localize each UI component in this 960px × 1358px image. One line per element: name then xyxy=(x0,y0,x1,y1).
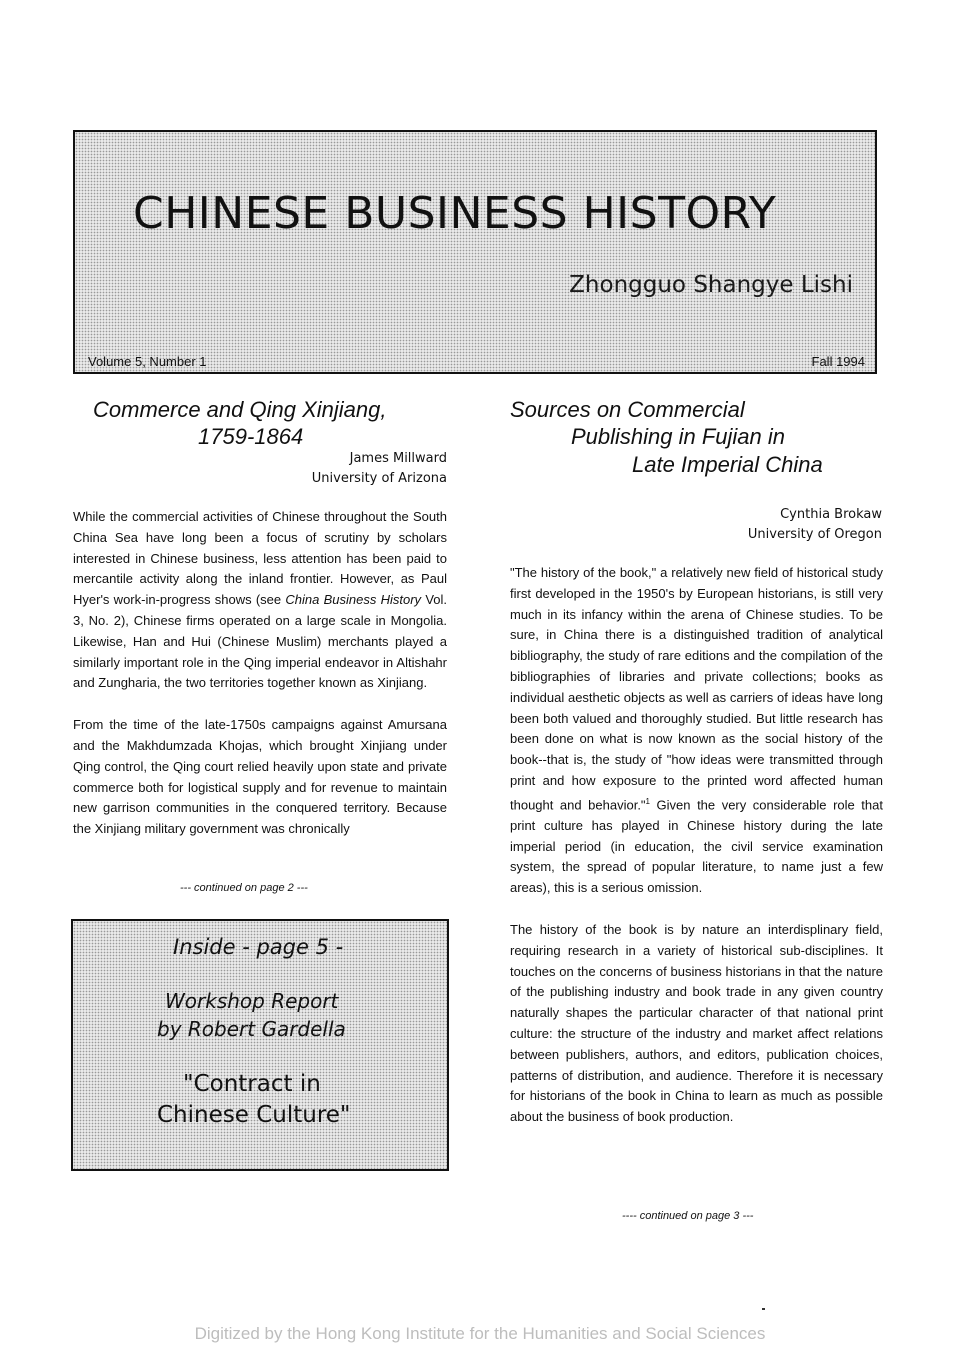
inside-box xyxy=(71,919,449,1171)
right-article-paragraph: The history of the book is by nature an interdisplinary field, requiring research in a variety of historical sub-disciplines. It touches on the concerns of business historians in that the nature of the publishing industry and book trade in any given country naturally shapes the particular character of that national print culture: the structure of the industry and market affect relations between publishers, authors, and editors, publication choices, patterns of distribution, and audience. Therefore it is necessary for historians of the book in China to learn as much as possible about the business of book production. xyxy=(510,922,883,1125)
right-article-byline xyxy=(748,505,882,545)
left-article-affiliation: University of Arizona xyxy=(311,471,447,486)
text-run: Vol. 3, No. 2), Chinese firms operated on a large scale in Mongolia. Likewise, Han and Hui (Chinese Muslim) merchants played a similarly important role in the Qing imperial endeavor in Altishahr and Zungharia, the two territories together known as Xinjiang. xyxy=(73,592,447,691)
left-article-byline xyxy=(312,449,447,489)
volume-number: Volume 5, Number 1 xyxy=(88,354,207,369)
inside-heading: Inside - page 5 - xyxy=(173,935,344,959)
right-article-author: Cynthia Brokaw xyxy=(780,507,882,522)
right-article-affiliation: University of Oregon xyxy=(747,527,882,542)
inside-line-culture: Chinese Culture" xyxy=(157,1102,351,1128)
right-article-body xyxy=(510,563,883,1128)
left-article-title-line2: 1759-1864 xyxy=(198,424,304,449)
left-article-author: James Millward xyxy=(349,451,447,466)
left-article-paragraph xyxy=(73,507,447,694)
footnote-marker: 1 xyxy=(645,796,650,806)
right-continued-note: ---- continued on page 3 --- xyxy=(622,1210,754,1222)
newsletter-title: CHINESE BUSINESS HISTORY xyxy=(133,188,777,239)
masthead xyxy=(73,130,877,374)
left-article-body xyxy=(73,507,447,840)
left-article-paragraph: From the time of the late-1750s campaigns against Amursana and the Makhdumzada Khojas, which brought Xinjiang under Qing control, the Qing court relied heavily upon state and private commerce both for logistical supply and for revenue to maintain new garrison communities in the conquered territory. Because the Xinjiang military government was chronically xyxy=(73,717,447,837)
left-article-title-line1: Commerce and Qing Xinjiang, xyxy=(93,397,387,422)
inside-line-contract: "Contract in xyxy=(183,1071,321,1097)
right-article-title-line1: Sources on Commercial xyxy=(510,397,745,422)
right-article-title-line3: Late Imperial China xyxy=(632,452,823,477)
journal-title: China Business History xyxy=(285,592,422,608)
digitization-watermark: Digitized by the Hong Kong Institute for the Humanities and Social Sciences xyxy=(194,1324,766,1343)
right-article-title-line2: Publishing in Fujian in xyxy=(571,424,786,449)
issue-date: Fall 1994 xyxy=(811,354,865,369)
left-continued-note: --- continued on page 2 --- xyxy=(180,882,308,894)
text-run: Given the very considerable role that print culture has played in Chinese history during the late imperial period (in education, the civil service examination system, the spread of popular literature, to name just a few areas), this is a serious omission. xyxy=(510,797,883,896)
newsletter-subtitle: Zhongguo Shangye Lishi xyxy=(569,272,853,298)
stray-mark xyxy=(762,1308,765,1310)
text-run: "The history of the book," a relatively new field of historical study first developed in the 1950's by European historians, is still very much in its infancy within the arena of Chinese studies. To be sure, in China there is a distinguished tradition of analytical bibliography, the study of rare editions and the compilation of the bibliographies of libraries and private collections; books as individual aesthetic objects as well as carriers of ideas have long been both valued and thoroughly studied. But little research has been done on what is now known as the social history of the book--that is, the study of "how ideas were transmitted through print and how exposure to the printed word affected human thought and behavior." xyxy=(510,565,883,813)
inside-line-workshop: Workshop Report xyxy=(165,989,339,1013)
inside-line-author: by Robert Gardella xyxy=(157,1017,346,1041)
text-run: While the commercial activities of Chinese throughout the South China Sea have long been a focus of scrutiny by scholars interested in Chinese business, less attention has been paid to mercantile activity along the inland frontier. However, as Paul Hyer's work-in-progress shows (see xyxy=(73,509,447,608)
right-article-paragraph xyxy=(510,563,883,899)
